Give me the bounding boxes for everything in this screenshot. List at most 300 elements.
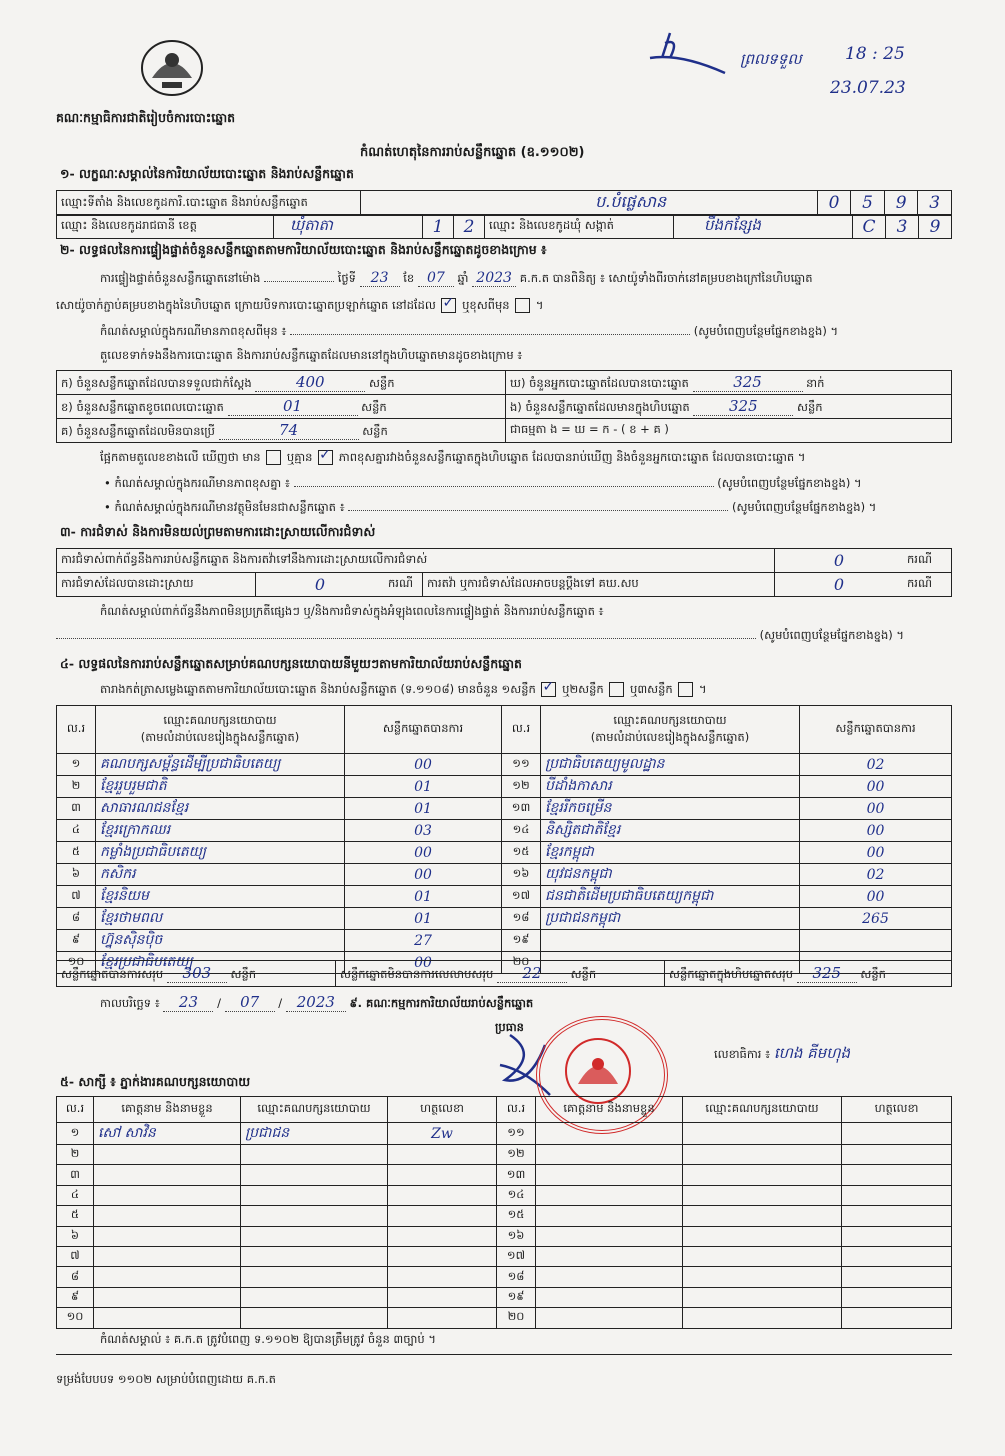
s2-hour-blank [264, 281, 334, 282]
s2-row-d-value: 325 [693, 373, 803, 392]
witness-party [683, 1267, 842, 1287]
s3-row2-unit: ករណី [384, 573, 423, 597]
s2-month: 07 [418, 270, 454, 287]
witness-sign [842, 1267, 952, 1287]
s2-line1-c: ខែ [403, 271, 415, 285]
witness-name [94, 1287, 241, 1307]
s1-row2-label: ឈ្មោះ និងលេខកូដរាជធានី ខេត្ត [57, 215, 274, 239]
witness-row [57, 1226, 952, 1246]
witness-party: ប្រជាជន [241, 1123, 388, 1145]
result-no: ១៣ [502, 798, 541, 820]
witness-party [683, 1287, 842, 1307]
section3-heading: ៣- ការជំទាស់ និងការមិនយល់ព្រមតាមការដោះស្រាយលើការជំទាស់ [60, 524, 376, 539]
section2-table [56, 370, 952, 443]
s2-row-d-label: ឃ) ចំនួនអ្នកបោះឆ្នោតដែលបានបោះឆ្នោត [510, 375, 689, 390]
witness-sign [842, 1206, 952, 1226]
result-no: ៧ [57, 886, 96, 908]
total-valid-cell [57, 961, 336, 987]
s4-date-line: កាលបរិច្ឆេទ ៖ 23 / 07 / 2023 ៩. គណៈកម្មការការិយាល័យរាប់សន្លឹកឆ្នោត [100, 993, 534, 1011]
witness-sign [842, 1246, 952, 1266]
witness-sign: Zw [388, 1123, 497, 1145]
s2-diff-line [100, 450, 960, 467]
result-votes: 01 [345, 886, 502, 908]
s1-row1-label: ឈ្មោះទីតាំង និងលេខកូដការិ.បោះឆ្នោត និងរាប់សន្លឹកឆ្នោត [57, 191, 361, 216]
s2-formula: ជាធម្មតា ង = ឃ = ក - ( ខ + គ ) [506, 419, 952, 443]
witness-no: ៣ [57, 1165, 94, 1185]
results-col-party-left-sub: (តាមលំដាប់លេខរៀងក្នុងសន្លឹកឆ្នោត) [140, 729, 300, 744]
s1-row2-value: ឃុំតាតា [274, 215, 423, 239]
footer-text: ទម្រង់បែបបទ ១១០២ សម្រាប់បំពេញដោយ គ.ក.ត [56, 1372, 276, 1386]
s2-row-b-value: 01 [228, 397, 358, 416]
results-col-no-right: ល.រ [502, 706, 541, 754]
s2-row-a [57, 371, 506, 395]
section1-heading: ១- លក្ខណៈសម្គាល់នៃការិយាល័យបោះឆ្នោត និងរាប់សន្លឹកឆ្នោត [60, 166, 354, 181]
footer-divider [56, 1354, 952, 1355]
s2-line2: សោយ៉ូចាក់ភ្ជាប់គម្របខាងក្នុងនៃហិបឆ្នោត ក្រោយបិទការបោះឆ្នោតប្រឡាក់ឆ្នោត នៅដដែល ✓ ឬខុសពីមុន ។ [56, 298, 543, 315]
witness-row [57, 1308, 952, 1328]
witness-name: សៅ សាវិន [94, 1123, 241, 1145]
s4-date-month: 07 [225, 993, 275, 1012]
result-party: ខ្មែរក្រោកឈរ [96, 820, 345, 842]
witness-row [57, 1165, 952, 1185]
witness-no: ៩ [57, 1287, 94, 1307]
s3-fill: (សូមបំពេញបន្ថែមផ្នែកខាងខ្នង) ។ [759, 628, 904, 642]
result-votes: 00 [800, 798, 952, 820]
s2-line2-or: ឬខុសពីមុន [462, 298, 510, 312]
result-votes: 01 [345, 776, 502, 798]
witness-party [241, 1287, 388, 1307]
result-no: ១១ [502, 754, 541, 776]
witness-row [57, 1267, 952, 1287]
total-box-label: សន្លឹកឆ្នោតក្នុងហិបឆ្នោតសរុប [669, 966, 794, 981]
witness-sign [388, 1267, 497, 1287]
result-votes [800, 930, 952, 952]
witness-name [536, 1246, 683, 1266]
s4-secretary-sig: ហេង គីមហុង [773, 1044, 851, 1062]
total-valid-unit: សន្លឹក [230, 966, 257, 981]
witness-no: ៥ [57, 1206, 94, 1226]
witness-name [536, 1267, 683, 1287]
s2-diff-a: ផ្អែកតាមតួលេខខាងលើ ឃើញថា មាន [100, 450, 261, 464]
witness-col-name-right: គោត្តនាម និងនាមខ្លួន [536, 1097, 683, 1123]
witness-party [241, 1185, 388, 1205]
witness-no: ១៧ [497, 1246, 536, 1266]
witness-name [536, 1145, 683, 1165]
result-votes: 02 [800, 864, 952, 886]
result-no: ២០ [502, 952, 541, 974]
witness-no: ១៣ [497, 1165, 536, 1185]
witness-sign [842, 1226, 952, 1246]
s4-intro-c: ឬ៣សន្លឹក [630, 682, 673, 696]
witness-party [241, 1267, 388, 1287]
results-col-party-left-title: ឈ្មោះគណបក្សនយោបាយ [163, 712, 277, 727]
witness-row [57, 1123, 952, 1145]
results-col-party-right-sub: (តាមលំដាប់លេខរៀងក្នុងសន្លឹកឆ្នោត) [590, 729, 750, 744]
org-name: គណៈកម្មាធិការជាតិរៀបចំការបោះឆ្នោត [56, 110, 236, 125]
witness-sign [388, 1226, 497, 1246]
witness-name [536, 1165, 683, 1185]
result-no: ១៦ [502, 864, 541, 886]
s1-commune-code-2: 3 [886, 215, 919, 239]
witness-table [56, 1096, 952, 1329]
result-votes: 00 [345, 842, 502, 864]
result-no: ៤ [57, 820, 96, 842]
result-no: ១៥ [502, 842, 541, 864]
s2-intro: តួលេខទាក់ទងនឹងការបោះឆ្នោត និងការរាប់សន្លឹកឆ្នោតដែលមាននៅក្នុងហិបឆ្នោតមានដូចខាងក្រោម ៖ [100, 348, 523, 362]
result-no: ១៨ [502, 908, 541, 930]
total-invalid-label: សន្លឹកឆ្នោតមិនបានការលេលាបសរុប [340, 966, 494, 981]
results-row [57, 776, 952, 798]
receipt-signature [640, 28, 720, 78]
s2-bullet2 [104, 500, 954, 517]
section5-heading: ៥- សាក្សី ៖ ភ្នាក់ងារគណបក្សនយោបាយ [60, 1074, 251, 1089]
result-no: ១៩ [502, 930, 541, 952]
s4-date-day: 23 [163, 993, 213, 1012]
witness-name [94, 1267, 241, 1287]
s2-row-c-value: 74 [219, 421, 359, 440]
s2-row-e-label: ង) ចំនួនសន្លឹកឆ្នោតដែលមានក្នុងហិបឆ្នោត [510, 399, 690, 414]
result-votes: 00 [800, 820, 952, 842]
total-box-cell [665, 961, 952, 987]
witness-no: ៦ [57, 1226, 94, 1246]
result-party: សាធារណជនខ្មែរ [96, 798, 345, 820]
witness-party [683, 1123, 842, 1145]
s2-same-checkbox[interactable] [441, 298, 456, 313]
result-party: កម្លាំងប្រជាធិបតេយ្យ [96, 842, 345, 864]
s2-line1-e: គ.ក.ត បានពិនិត្យ ៖ សោយ៉ូទាំងពីរចាក់នៅគម្របខាងក្រៅនៃហិបឆ្នោត [519, 271, 813, 285]
s4-secretary [714, 1044, 850, 1066]
section2-heading: ២- លទ្ធផលនៃការផ្ទៀងផ្ទាត់ចំនួនសន្លឹកឆ្នោតតាមការិយាល័យបោះឆ្នោត និងរាប់សន្លឹកឆ្នោតដូចខាងក្រោម ៖ [60, 242, 547, 257]
s2-year: 2023 [472, 270, 516, 287]
s2-row-a-value: 400 [255, 373, 365, 392]
witness-sign [388, 1308, 497, 1328]
s2-note-fill: (សូមបំពេញបន្ថែមផ្នែកខាងខ្នង) ។ [693, 324, 839, 338]
result-party: កសិករ [96, 864, 345, 886]
results-row [57, 930, 952, 952]
witness-no: ១៤ [497, 1185, 536, 1205]
results-row [57, 798, 952, 820]
witness-no: ៤ [57, 1185, 94, 1205]
s4-intro-a: តារាងកត់ត្រាសម្លេងឆ្នោតតាមការិយាល័យបោះឆ្នោត និងរាប់សន្លឹកឆ្នោត (ទ.១១០៨) មានចំនួន ១សន្លឹក [100, 682, 536, 696]
witness-no: ២០ [497, 1308, 536, 1328]
witness-no: ១៩ [497, 1287, 536, 1307]
results-row [57, 820, 952, 842]
s2-row-e-value: 325 [693, 397, 793, 416]
total-box-value: 325 [797, 964, 857, 983]
witness-name [94, 1145, 241, 1165]
results-row [57, 886, 952, 908]
s1-row1-value-text: ប.បំផ្លេសាន [595, 192, 667, 211]
s2-different-checkbox[interactable] [515, 298, 530, 313]
s2-line1-d: ឆ្នាំ [457, 271, 469, 285]
witness-sign [842, 1165, 952, 1185]
witness-no: ១១ [497, 1123, 536, 1145]
s1-code-4: 3 [918, 191, 952, 216]
witness-name [536, 1226, 683, 1246]
result-no: ៣ [57, 798, 96, 820]
s2-row-c-label: គ) ចំនួនសន្លឹកឆ្នោតដែលមិនបានប្រើ [61, 423, 215, 438]
total-invalid-unit: សន្លឹក [570, 966, 597, 981]
s3-row2-label: ការជំទាស់ដែលបានដោះស្រាយ [57, 573, 256, 597]
result-no: ៦ [57, 864, 96, 886]
result-votes: 00 [800, 886, 952, 908]
total-valid-value: 303 [167, 964, 227, 983]
received-label: ព្រលទទួល [740, 50, 802, 68]
result-no: ១២ [502, 776, 541, 798]
s2-row-b-label: ខ) ចំនួនសន្លឹកឆ្នោតខូចពេលបោះឆ្នោត [61, 399, 224, 414]
s2-has-diff-checkbox[interactable] [266, 450, 281, 465]
s2-line1 [100, 270, 960, 288]
result-party: ខ្មែររីកចម្រើន [541, 798, 800, 820]
witness-no: ១៦ [497, 1226, 536, 1246]
s2-note-label: កំណត់សម្គាល់ក្នុងករណីមានភាពខុសពីមុន ៖ [100, 324, 287, 338]
section3-table [56, 548, 952, 597]
s1-code-1: 0 [817, 191, 851, 216]
result-party: ជនជាតិដើមប្រជាធិបតេយ្យកម្ពុជា [541, 886, 800, 908]
result-votes: 00 [345, 754, 502, 776]
results-col-party-right-title: ឈ្មោះគណបក្សនយោបាយ [613, 712, 727, 727]
witness-party [241, 1206, 388, 1226]
s3-fill-blank [56, 638, 756, 639]
s2-no-diff-checkbox[interactable] [318, 450, 333, 465]
s3-row1-value: 0 [775, 549, 904, 573]
witness-col-party-right: ឈ្មោះគណបក្សនយោបាយ [683, 1097, 842, 1123]
s4-one-sheet-checkbox[interactable] [541, 682, 556, 697]
witness-name [536, 1308, 683, 1328]
witness-col-sign-left: ហត្ថលេខា [388, 1097, 497, 1123]
s2-bullet1-fill: (សូមបំពេញបន្ថែមផ្នែកខាងខ្នង) ។ [717, 476, 862, 490]
witness-no: ១២ [497, 1145, 536, 1165]
result-votes: 01 [345, 798, 502, 820]
witness-sign [842, 1185, 952, 1205]
result-no: ១៧ [502, 886, 541, 908]
result-votes: 01 [345, 908, 502, 930]
result-votes: 00 [800, 776, 952, 798]
witness-sign [388, 1165, 497, 1185]
witness-party [241, 1165, 388, 1185]
s4-two-sheet-checkbox[interactable] [609, 682, 624, 697]
witness-row [57, 1287, 952, 1307]
witness-sign [842, 1287, 952, 1307]
witness-sign [842, 1123, 952, 1145]
s4-committee: ៩. គណៈកម្មការការិយាល័យរាប់សន្លឹកឆ្នោត [349, 996, 534, 1010]
emblem-icon [138, 38, 206, 98]
witness-no: ១៥ [497, 1206, 536, 1226]
s2-note-line [100, 324, 960, 341]
s3-row2-value2: 0 [775, 573, 904, 597]
s2-bullet2-blank [348, 510, 728, 511]
witness-name [94, 1308, 241, 1328]
witness-name [536, 1185, 683, 1205]
witness-sign [842, 1308, 952, 1328]
witness-party [241, 1145, 388, 1165]
s1-code-3: 9 [884, 191, 918, 216]
witness-no: ៨ [57, 1267, 94, 1287]
witness-col-no-left: ល.រ [57, 1097, 94, 1123]
s4-intro: តារាងកត់ត្រាសម្លេងឆ្នោតតាមការិយាល័យបោះឆ្នោត និងរាប់សន្លឹកឆ្នោត (ទ.១១០៨) មានចំនួន ១សន្លឹក ✓ ឬ២សន្លឹក ឬ៣សន្លឹក ។ [100, 682, 707, 699]
witness-sign [388, 1185, 497, 1205]
witness-name [94, 1165, 241, 1185]
result-votes: 02 [800, 754, 952, 776]
witness-party [241, 1226, 388, 1246]
witness-no: ២ [57, 1145, 94, 1165]
result-party: ខ្មែរកម្ពុជា [541, 842, 800, 864]
s2-row-e-unit: សន្លឹក [797, 399, 823, 414]
witness-no: ១០ [57, 1308, 94, 1328]
s3-row2-value: 0 [256, 573, 385, 597]
result-party: ហ្វ៊ុនស៊ិនប៉ិច [96, 930, 345, 952]
result-party: ខ្មែរនិយម [96, 886, 345, 908]
witness-name [536, 1123, 683, 1145]
s1-row1-value [361, 191, 818, 216]
witness-name [536, 1206, 683, 1226]
s2-row-b-unit: សន្លឹក [361, 399, 387, 414]
results-table [56, 705, 952, 974]
s2-row-d-unit: នាក់ [806, 375, 825, 390]
s3-row1-label: ការជំទាស់ពាក់ព័ន្ធនឹងការរាប់សន្លឹកឆ្នោត និងការតវ៉ាទៅនឹងការដោះស្រាយលើការជំទាស់ [57, 549, 775, 573]
form-title: កំណត់ហេតុនៃការរាប់សន្លឹកឆ្នោត (ឧ.១១០២) [360, 145, 585, 160]
s2-diff-c: ភាពខុសគ្នារវាងចំនួនសន្លឹកឆ្នោតក្នុងហិបឆ្នោត ដែលបានរាប់ឃើញ និងចំនួនអ្នកបោះឆ្នោត ដែលបានបោះឆ្នោត ។ [338, 450, 806, 464]
s1-commune-code-3: 9 [919, 215, 952, 239]
s2-bullet2-text: • កំណត់សម្គាល់ក្នុងករណីមានវត្ថុមិនមែនជាសន្លឹកឆ្នោត ៖ [104, 500, 345, 514]
result-votes: 03 [345, 820, 502, 842]
section1-table-row2 [56, 214, 952, 239]
witness-col-no-right: ល.រ [497, 1097, 536, 1123]
s2-line1-a: ការផ្ទៀងផ្ទាត់ចំនួនសន្លឹកឆ្នោតនៅម៉ោង [100, 271, 261, 285]
result-party: និស្សិតជាតិខ្មែរ [541, 820, 800, 842]
result-party [541, 930, 800, 952]
witness-sign [388, 1287, 497, 1307]
witness-name [94, 1246, 241, 1266]
s2-line2-text: សោយ៉ូចាក់ភ្ជាប់គម្របខាងក្នុងនៃហិបឆ្នោត ក្រោយបិទការបោះឆ្នោតប្រឡាក់ឆ្នោត នៅដដែល [56, 298, 436, 312]
results-row [57, 842, 952, 864]
witness-party [683, 1145, 842, 1165]
received-date: 23.07.23 [830, 78, 906, 98]
s2-diff-b: ឬគ្មាន [286, 450, 313, 464]
s2-row-a-unit: សន្លឹក [368, 375, 395, 390]
witness-party [241, 1246, 388, 1266]
s2-row-b [57, 395, 506, 419]
emblem [138, 38, 206, 98]
s2-bullet2-fill: (សូមបំពេញបន្ថែមផ្នែកខាងខ្នង) ។ [731, 500, 877, 514]
s1-code-2: 5 [851, 191, 885, 216]
result-votes: 265 [800, 908, 952, 930]
s3-note: កំណត់សម្គាល់ពាក់ព័ន្ធនឹងភាពមិនប្រក្រតីផ្សេងៗ ឬ/និងការជំទាស់ក្នុងអំឡុងពេលនៃការផ្ទៀងផ្ទាត់ និងការរាប់សន្លឹកឆ្នោត ៖ [100, 604, 604, 618]
s2-note-blank [290, 334, 690, 335]
result-no: ៩ [57, 930, 96, 952]
s2-row-c [57, 419, 506, 443]
result-votes: 27 [345, 930, 502, 952]
section4-heading: ៤- លទ្ធផលនៃការរាប់សន្លឹកឆ្នោតសម្រាប់គណបក្សនយោបាយនីមួយៗតាមការិយាល័យរាប់សន្លឹកឆ្នោត [60, 656, 522, 671]
total-invalid-cell [336, 961, 665, 987]
result-party: យុវជនកម្ពុជា [541, 864, 800, 886]
s4-chair-label: ប្រធាន [495, 1020, 524, 1034]
witness-party [683, 1308, 842, 1328]
section1-table [56, 190, 952, 216]
witness-party [683, 1185, 842, 1205]
witness-no: ១ [57, 1123, 94, 1145]
result-party: ខ្មែរថាមពល [96, 908, 345, 930]
witness-row [57, 1145, 952, 1165]
results-row [57, 908, 952, 930]
result-no: ១៤ [502, 820, 541, 842]
total-box-unit: សន្លឹក [860, 966, 886, 981]
witness-party [683, 1246, 842, 1266]
received-time: 18 : 25 [845, 44, 905, 64]
s1-row2-label2: ឈ្មោះ និងលេខកូដឃុំ សង្កាត់ [485, 215, 674, 239]
result-votes: 00 [345, 864, 502, 886]
s2-bullet1-blank [294, 486, 714, 487]
results-col-party-right [541, 706, 800, 754]
result-party: ខ្មែរប្រជាធិបតេយ្យ [96, 952, 345, 974]
results-col-party-left [96, 706, 345, 754]
witness-sign [388, 1145, 497, 1165]
witness-name [94, 1226, 241, 1246]
result-no: ២ [57, 776, 96, 798]
s2-row-e [506, 395, 952, 419]
result-party: ប្រជាជនកម្ពុជា [541, 908, 800, 930]
s3-row2-unit2: ករណី [903, 573, 952, 597]
results-col-votes-left: សន្លឹកឆ្នោតបានការ [345, 706, 502, 754]
results-row [57, 864, 952, 886]
s2-row-c-unit: សន្លឹក [362, 423, 388, 438]
s2-row-a-label: ក) ចំនួនសន្លឹកឆ្នោតដែលបានទទួលជាក់ស្តែង [61, 375, 252, 390]
witness-sign [842, 1145, 952, 1165]
witness-name [536, 1287, 683, 1307]
s2-line1-b: ថ្ងៃទី [337, 271, 356, 285]
result-party: គណបក្សសម្ព័ន្ធដើម្បីប្រជាធិបតេយ្យ [96, 754, 345, 776]
results-totals [56, 960, 952, 987]
witness-party [241, 1308, 388, 1328]
witness-no: ១៨ [497, 1267, 536, 1287]
results-col-votes-right: សន្លឹកឆ្នោតបានការ [800, 706, 952, 754]
s4-date-year: 2023 [286, 993, 346, 1012]
s2-day: 23 [360, 270, 400, 287]
s1-prov-code-1: 1 [423, 215, 454, 239]
s4-intro-b: ឬ២សន្លឹក [562, 682, 604, 696]
result-votes: 00 [345, 952, 502, 974]
s1-commune-code-1: C [853, 215, 886, 239]
result-party: បីដាំងកាសារ [541, 776, 800, 798]
s2-bullet1 [104, 476, 954, 493]
s1-row2-value2: បឹងកន្សែង [674, 215, 853, 239]
witness-party [683, 1226, 842, 1246]
result-votes: 00 [800, 842, 952, 864]
witness-row [57, 1246, 952, 1266]
s3-row1-unit: ករណី [903, 549, 952, 573]
witness-row [57, 1206, 952, 1226]
result-party: ខ្មែររួបរួមជាតិ [96, 776, 345, 798]
witness-name [94, 1206, 241, 1226]
s4-secretary-label: លេខាធិការ ៖ [714, 1047, 771, 1061]
total-valid-label: សន្លឹកឆ្នោតបានការសរុប [61, 966, 164, 981]
witness-sign [388, 1206, 497, 1226]
s4-date-label: កាលបរិច្ឆេទ ៖ [100, 996, 160, 1010]
witness-no: ៧ [57, 1246, 94, 1266]
witness-sign [388, 1246, 497, 1266]
witness-party [683, 1165, 842, 1185]
witness-col-name-left: គោត្តនាម និងនាមខ្លួន [94, 1097, 241, 1123]
witness-col-sign-right: ហត្ថលេខា [842, 1097, 952, 1123]
s4-three-sheet-checkbox[interactable] [678, 682, 693, 697]
result-no: ៨ [57, 908, 96, 930]
witness-col-party-left: ឈ្មោះគណបក្សនយោបាយ [241, 1097, 388, 1123]
result-no: ១០ [57, 952, 96, 974]
s2-row-d [506, 371, 952, 395]
results-col-no-left: ល.រ [57, 706, 96, 754]
results-row [57, 754, 952, 776]
result-no: ៥ [57, 842, 96, 864]
